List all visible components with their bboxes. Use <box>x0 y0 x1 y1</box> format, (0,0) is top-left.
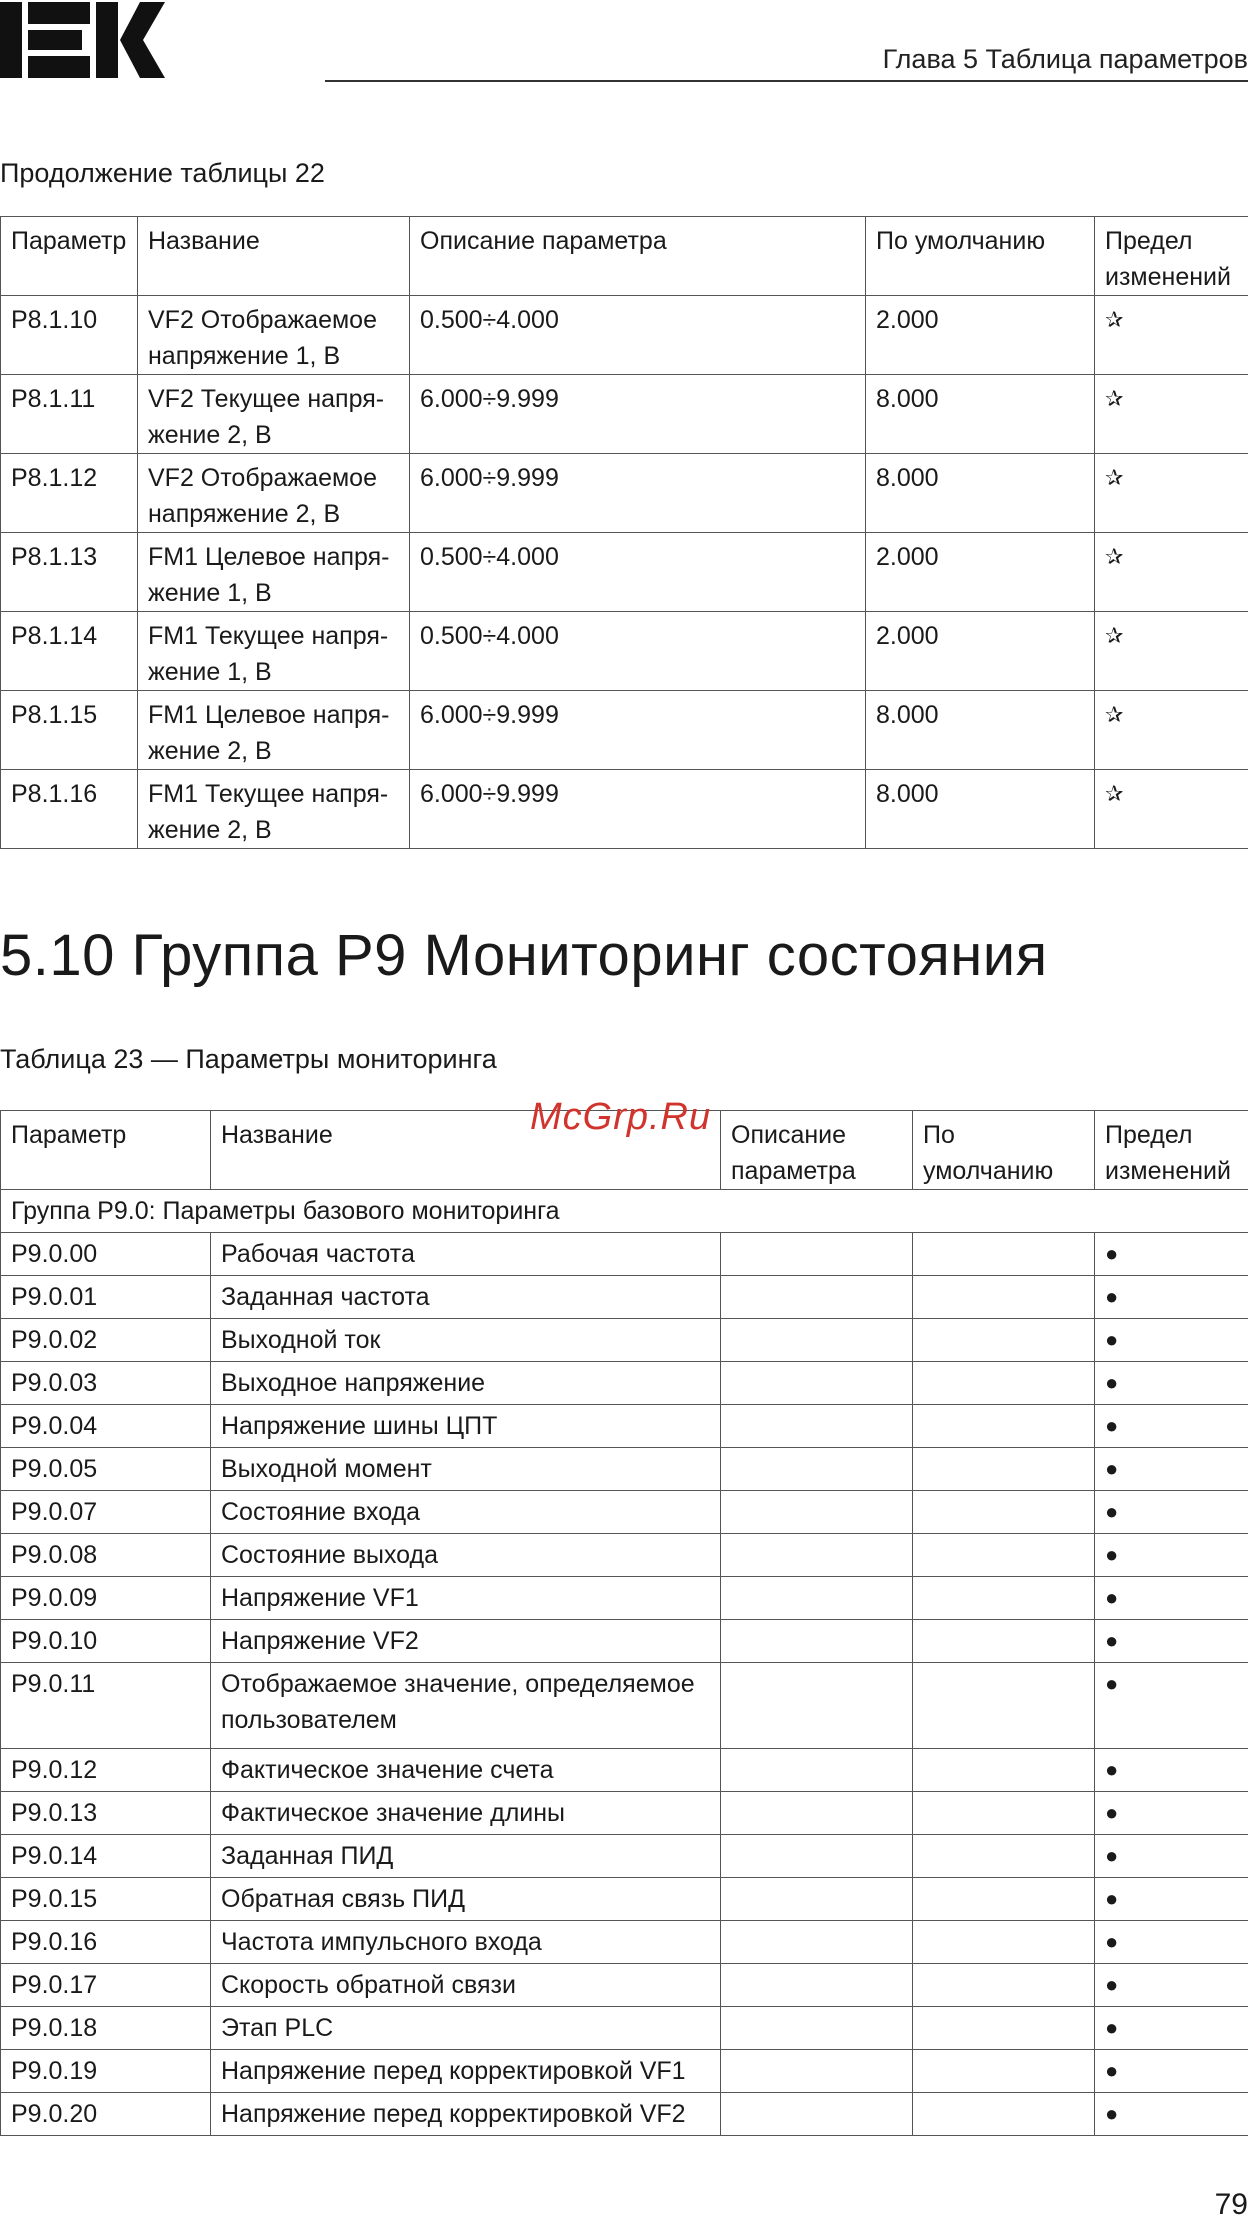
cell-default <box>913 1964 1095 2007</box>
cell-param: P9.0.16 <box>1 1921 211 1964</box>
cell-default <box>913 1233 1095 1276</box>
cell-default: 8.000 <box>866 770 1095 849</box>
cell-desc: 6.000÷9.999 <box>410 375 866 454</box>
table-row <box>1 1921 1248 1964</box>
table-row <box>1 2093 1248 2136</box>
cell-param: P8.1.16 <box>1 770 138 849</box>
cell-default <box>913 1534 1095 1577</box>
cell-name: Отображаемое значение, определяемое пользователем <box>211 1663 721 1749</box>
cell-param: P9.0.14 <box>1 1835 211 1878</box>
cell-param: P9.0.13 <box>1 1792 211 1835</box>
cell-default <box>913 1448 1095 1491</box>
cell-default: 8.000 <box>866 375 1095 454</box>
table-row <box>1 1663 1248 1749</box>
cell-desc <box>721 1276 913 1319</box>
table-row <box>1 1448 1248 1491</box>
cell-limit: ● <box>1095 1534 1248 1577</box>
cell-desc <box>721 2050 913 2093</box>
cell-limit: ● <box>1095 1491 1248 1534</box>
cell-default <box>913 1663 1095 1749</box>
cell-desc <box>721 1792 913 1835</box>
cell-desc: 6.000÷9.999 <box>410 691 866 770</box>
cell-limit: ● <box>1095 2050 1248 2093</box>
cell-name: Частота импульсного входа <box>211 1921 721 1964</box>
cell-name: Выходной момент <box>211 1448 721 1491</box>
page-number: 79 <box>1214 2188 1248 2221</box>
cell-desc <box>721 1319 913 1362</box>
cell-param: P9.0.18 <box>1 2007 211 2050</box>
cell-limit: ✰ <box>1095 296 1248 375</box>
cell-limit: ● <box>1095 1448 1248 1491</box>
table22-caption: Продолжение таблицы 22 <box>0 158 325 188</box>
cell-limit: ● <box>1095 1878 1248 1921</box>
cell-name: Обратная связь ПИД <box>211 1878 721 1921</box>
table-row <box>1 1319 1248 1362</box>
cell-name: Фактическое значение счета <box>211 1749 721 1792</box>
cell-default <box>913 2007 1095 2050</box>
cell-default: 8.000 <box>866 454 1095 533</box>
col-header-default: По умолчанию <box>866 217 1095 296</box>
cell-param: P9.0.20 <box>1 2093 211 2136</box>
col-header-limit: Предел изменений <box>1095 217 1248 296</box>
cell-limit: ● <box>1095 1663 1248 1749</box>
table-row <box>1 1620 1248 1663</box>
cell-limit: ● <box>1095 1405 1248 1448</box>
header-rule <box>325 80 1248 82</box>
cell-name: Рабочая частота <box>211 1233 721 1276</box>
cell-default: 2.000 <box>866 296 1095 375</box>
table23-caption: Таблица 23 — Параметры мониторинга <box>0 1044 497 1074</box>
cell-desc <box>721 1749 913 1792</box>
cell-default: 8.000 <box>866 691 1095 770</box>
table-row <box>1 533 1248 612</box>
cell-param: P9.0.19 <box>1 2050 211 2093</box>
cell-param: P9.0.02 <box>1 1319 211 1362</box>
cell-desc <box>721 1620 913 1663</box>
table-row <box>1 1878 1248 1921</box>
cell-default <box>913 2093 1095 2136</box>
cell-limit: ● <box>1095 1620 1248 1663</box>
cell-desc <box>721 1448 913 1491</box>
cell-param: P9.0.15 <box>1 1878 211 1921</box>
col-header-name: Название <box>211 1111 721 1190</box>
cell-name: Напряжение VF1 <box>211 1577 721 1620</box>
cell-default <box>913 1921 1095 1964</box>
cell-desc <box>721 1663 913 1749</box>
col-header-name: Название <box>138 217 410 296</box>
table-row <box>1 1534 1248 1577</box>
cell-desc: 0.500÷4.000 <box>410 612 866 691</box>
cell-limit: ✰ <box>1095 533 1248 612</box>
cell-param: P9.0.01 <box>1 1276 211 1319</box>
cell-name: Напряжение шины ЦПТ <box>211 1405 721 1448</box>
cell-param: P8.1.10 <box>1 296 138 375</box>
group-row <box>1 1190 1248 1233</box>
cell-limit: ● <box>1095 1964 1248 2007</box>
cell-name: Напряжение перед корректировкой VF1 <box>211 2050 721 2093</box>
cell-desc: 0.500÷4.000 <box>410 533 866 612</box>
cell-name: Напряжение перед корректировкой VF2 <box>211 2093 721 2136</box>
col-header-param: Параметр <box>1 1111 211 1190</box>
cell-desc <box>721 1362 913 1405</box>
cell-limit: ● <box>1095 1319 1248 1362</box>
cell-default: 2.000 <box>866 533 1095 612</box>
table-row <box>1 2050 1248 2093</box>
cell-default <box>913 1749 1095 1792</box>
cell-name: Заданная частота <box>211 1276 721 1319</box>
table-row <box>1 691 1248 770</box>
cell-limit: ● <box>1095 1921 1248 1964</box>
table-row <box>1 1233 1248 1276</box>
cell-desc <box>721 1577 913 1620</box>
cell-name: FM1 Текущее напря-жение 2, В <box>138 770 410 849</box>
cell-limit: ● <box>1095 2093 1248 2136</box>
cell-name: Заданная ПИД <box>211 1835 721 1878</box>
col-header-desc: Описание параметра <box>721 1111 913 1190</box>
cell-name: Выходное напряжение <box>211 1362 721 1405</box>
cell-desc: 0.500÷4.000 <box>410 296 866 375</box>
table-row <box>1 1835 1248 1878</box>
col-header-limit: Предел изменений <box>1095 1111 1248 1190</box>
cell-limit: ● <box>1095 1362 1248 1405</box>
cell-default <box>913 1620 1095 1663</box>
table-header-row <box>1 217 1248 296</box>
cell-desc <box>721 1534 913 1577</box>
cell-name: Состояние выхода <box>211 1534 721 1577</box>
cell-param: P9.0.17 <box>1 1964 211 2007</box>
table-row <box>1 375 1248 454</box>
cell-default <box>913 1276 1095 1319</box>
cell-limit: ● <box>1095 1577 1248 1620</box>
chapter-title: Глава 5 Таблица параметров <box>882 44 1248 74</box>
cell-param: P8.1.13 <box>1 533 138 612</box>
table-row <box>1 296 1248 375</box>
table-row <box>1 454 1248 533</box>
table-row <box>1 1405 1248 1448</box>
cell-default <box>913 1362 1095 1405</box>
col-header-default: По умолчанию <box>913 1111 1095 1190</box>
cell-limit: ● <box>1095 2007 1248 2050</box>
cell-name: VF2 Отображаемое напряжение 1, В <box>138 296 410 375</box>
cell-limit: ● <box>1095 1792 1248 1835</box>
cell-limit: ✰ <box>1095 375 1248 454</box>
table-row <box>1 2007 1248 2050</box>
table-row <box>1 1577 1248 1620</box>
table-row <box>1 1749 1248 1792</box>
cell-desc <box>721 1491 913 1534</box>
cell-default <box>913 1319 1095 1362</box>
cell-param: P9.0.12 <box>1 1749 211 1792</box>
cell-desc <box>721 1921 913 1964</box>
cell-default <box>913 1878 1095 1921</box>
cell-name: FM1 Текущее напря-жение 1, В <box>138 612 410 691</box>
cell-default <box>913 1577 1095 1620</box>
table-row <box>1 1491 1248 1534</box>
iek-logo <box>0 0 165 80</box>
cell-name: Скорость обратной связи <box>211 1964 721 2007</box>
cell-name: Состояние входа <box>211 1491 721 1534</box>
cell-desc <box>721 2007 913 2050</box>
table-22 <box>0 216 1248 849</box>
cell-limit: ● <box>1095 1233 1248 1276</box>
cell-desc: 6.000÷9.999 <box>410 454 866 533</box>
cell-name: FM1 Целевое напря-жение 1, В <box>138 533 410 612</box>
cell-name: Этап PLC <box>211 2007 721 2050</box>
cell-param: P9.0.04 <box>1 1405 211 1448</box>
cell-desc <box>721 1405 913 1448</box>
col-header-param: Параметр <box>1 217 138 296</box>
cell-param: P8.1.12 <box>1 454 138 533</box>
cell-name: FM1 Целевое напря-жение 2, В <box>138 691 410 770</box>
watermark: McGrp.Ru <box>530 1096 712 1138</box>
table-row <box>1 770 1248 849</box>
cell-param: P9.0.11 <box>1 1663 211 1749</box>
cell-limit: ✰ <box>1095 770 1248 849</box>
cell-name: VF2 Отображаемое напряжение 2, В <box>138 454 410 533</box>
cell-limit: ✰ <box>1095 691 1248 770</box>
table-row <box>1 1792 1248 1835</box>
cell-param: P8.1.11 <box>1 375 138 454</box>
cell-desc: 6.000÷9.999 <box>410 770 866 849</box>
cell-name: Выходной ток <box>211 1319 721 1362</box>
cell-desc <box>721 2093 913 2136</box>
cell-limit: ● <box>1095 1276 1248 1319</box>
cell-default: 2.000 <box>866 612 1095 691</box>
cell-param: P8.1.14 <box>1 612 138 691</box>
cell-desc <box>721 1964 913 2007</box>
cell-name: Напряжение VF2 <box>211 1620 721 1663</box>
cell-default <box>913 1792 1095 1835</box>
cell-param: P9.0.05 <box>1 1448 211 1491</box>
cell-limit: ✰ <box>1095 454 1248 533</box>
cell-limit: ✰ <box>1095 612 1248 691</box>
cell-param: P9.0.03 <box>1 1362 211 1405</box>
cell-default <box>913 1491 1095 1534</box>
table-row <box>1 1362 1248 1405</box>
cell-desc <box>721 1233 913 1276</box>
table-row <box>1 612 1248 691</box>
section-title: 5.10 Группа P9 Мониторинг состояния <box>0 923 1048 988</box>
cell-name: VF2 Текущее напря-жение 2, В <box>138 375 410 454</box>
cell-param: P9.0.10 <box>1 1620 211 1663</box>
cell-param: P9.0.07 <box>1 1491 211 1534</box>
table-row <box>1 1964 1248 2007</box>
cell-default <box>913 1405 1095 1448</box>
table-23 <box>0 1110 1248 2136</box>
cell-param: P9.0.08 <box>1 1534 211 1577</box>
cell-limit: ● <box>1095 1749 1248 1792</box>
cell-limit: ● <box>1095 1835 1248 1878</box>
cell-param: P8.1.15 <box>1 691 138 770</box>
group-label: Группа P9.0: Параметры базового мониторинга <box>1 1190 1248 1233</box>
col-header-desc: Описание параметра <box>410 217 866 296</box>
cell-default <box>913 1835 1095 1878</box>
cell-param: P9.0.00 <box>1 1233 211 1276</box>
cell-name: Фактическое значение длины <box>211 1792 721 1835</box>
cell-desc <box>721 1878 913 1921</box>
cell-desc <box>721 1835 913 1878</box>
table-row <box>1 1276 1248 1319</box>
cell-default <box>913 2050 1095 2093</box>
cell-param: P9.0.09 <box>1 1577 211 1620</box>
